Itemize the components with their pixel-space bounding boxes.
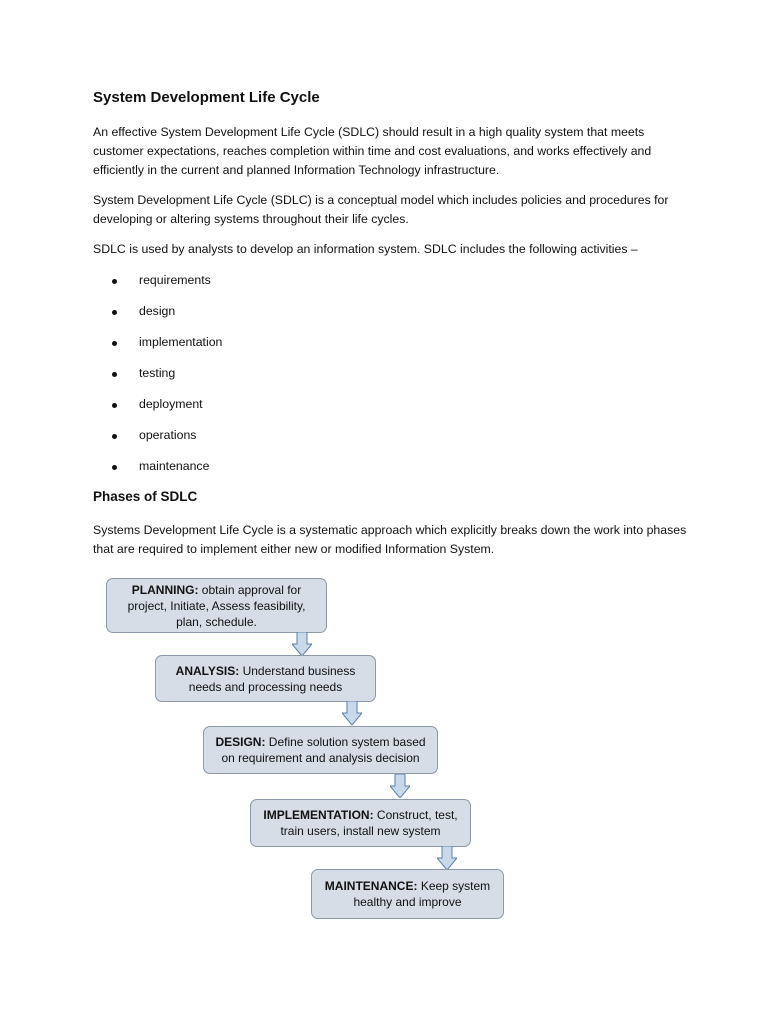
analysis-phase-box (155, 655, 376, 702)
implementation-phase-text (259, 807, 462, 839)
bullet-icon (112, 279, 117, 284)
activity-label: implementation (139, 335, 223, 349)
activity-label: maintenance (139, 459, 210, 473)
phase-description: obtain approval for project, Initiate, Assess feasibility, plan, schedule. (127, 582, 306, 629)
bullet-icon (112, 372, 117, 377)
bullet-icon (112, 403, 117, 408)
activity-label: deployment (139, 397, 203, 411)
design-phase-box (203, 726, 438, 774)
phase-label: PLANNING: (131, 582, 199, 597)
definition-paragraph: System Development Life Cycle (SDLC) is a conceptual model which includes policies and procedures for developing or altering systems throughout their life cycles. (93, 193, 669, 226)
down-arrow-icon (342, 701, 362, 725)
phase-label: IMPLEMENTATION: (263, 808, 374, 822)
phase-label: MAINTENANCE: (324, 879, 418, 893)
bullet-icon (112, 434, 117, 439)
phase-description: Construct, test, train users, install new system (280, 808, 458, 838)
activity-label: design (139, 304, 176, 318)
activity-label: requirements (139, 273, 211, 287)
intro-paragraph: An effective System Development Life Cycle (SDLC) should result in a high quality system that meets customer expectations, reaches completion within time and cost evaluations, and works effectively and efficiently in the current and planned Information Technology infrastructure. (93, 125, 652, 177)
phase-label: ANALYSIS: (175, 663, 240, 678)
phase-description: Keep system healthy and improve (353, 879, 491, 909)
bullet-icon (112, 310, 117, 315)
phase-description: Define solution system based on requirement and analysis decision (221, 735, 426, 765)
planning-phase-text (115, 582, 318, 630)
bullet-icon (112, 465, 117, 470)
implementation-phase-box (250, 799, 471, 847)
down-arrow-icon (437, 846, 457, 870)
page-title: System Development Life Cycle (93, 89, 320, 106)
down-arrow-icon (292, 632, 312, 656)
design-phase-text (212, 734, 429, 766)
down-arrow-icon (390, 774, 410, 798)
activity-label: testing (139, 366, 176, 380)
planning-phase-box (106, 578, 327, 633)
bullet-icon (112, 341, 117, 346)
phases-heading: Phases of SDLC (93, 489, 198, 504)
phase-label: DESIGN: (215, 735, 266, 749)
maintenance-phase-box (311, 869, 504, 919)
phases-paragraph: Systems Development Life Cycle is a systematic approach which explicitly breaks down the work into phases that are required to implement either new or modified Information System. (93, 523, 687, 556)
maintenance-phase-text (320, 878, 495, 910)
analysis-phase-text (164, 663, 367, 695)
phase-description: Understand business needs and processing needs (188, 663, 356, 694)
activities-intro-paragraph: SDLC is used by analysts to develop an information system. SDLC includes the following activities – (93, 242, 638, 256)
activity-label: operations (139, 428, 197, 442)
